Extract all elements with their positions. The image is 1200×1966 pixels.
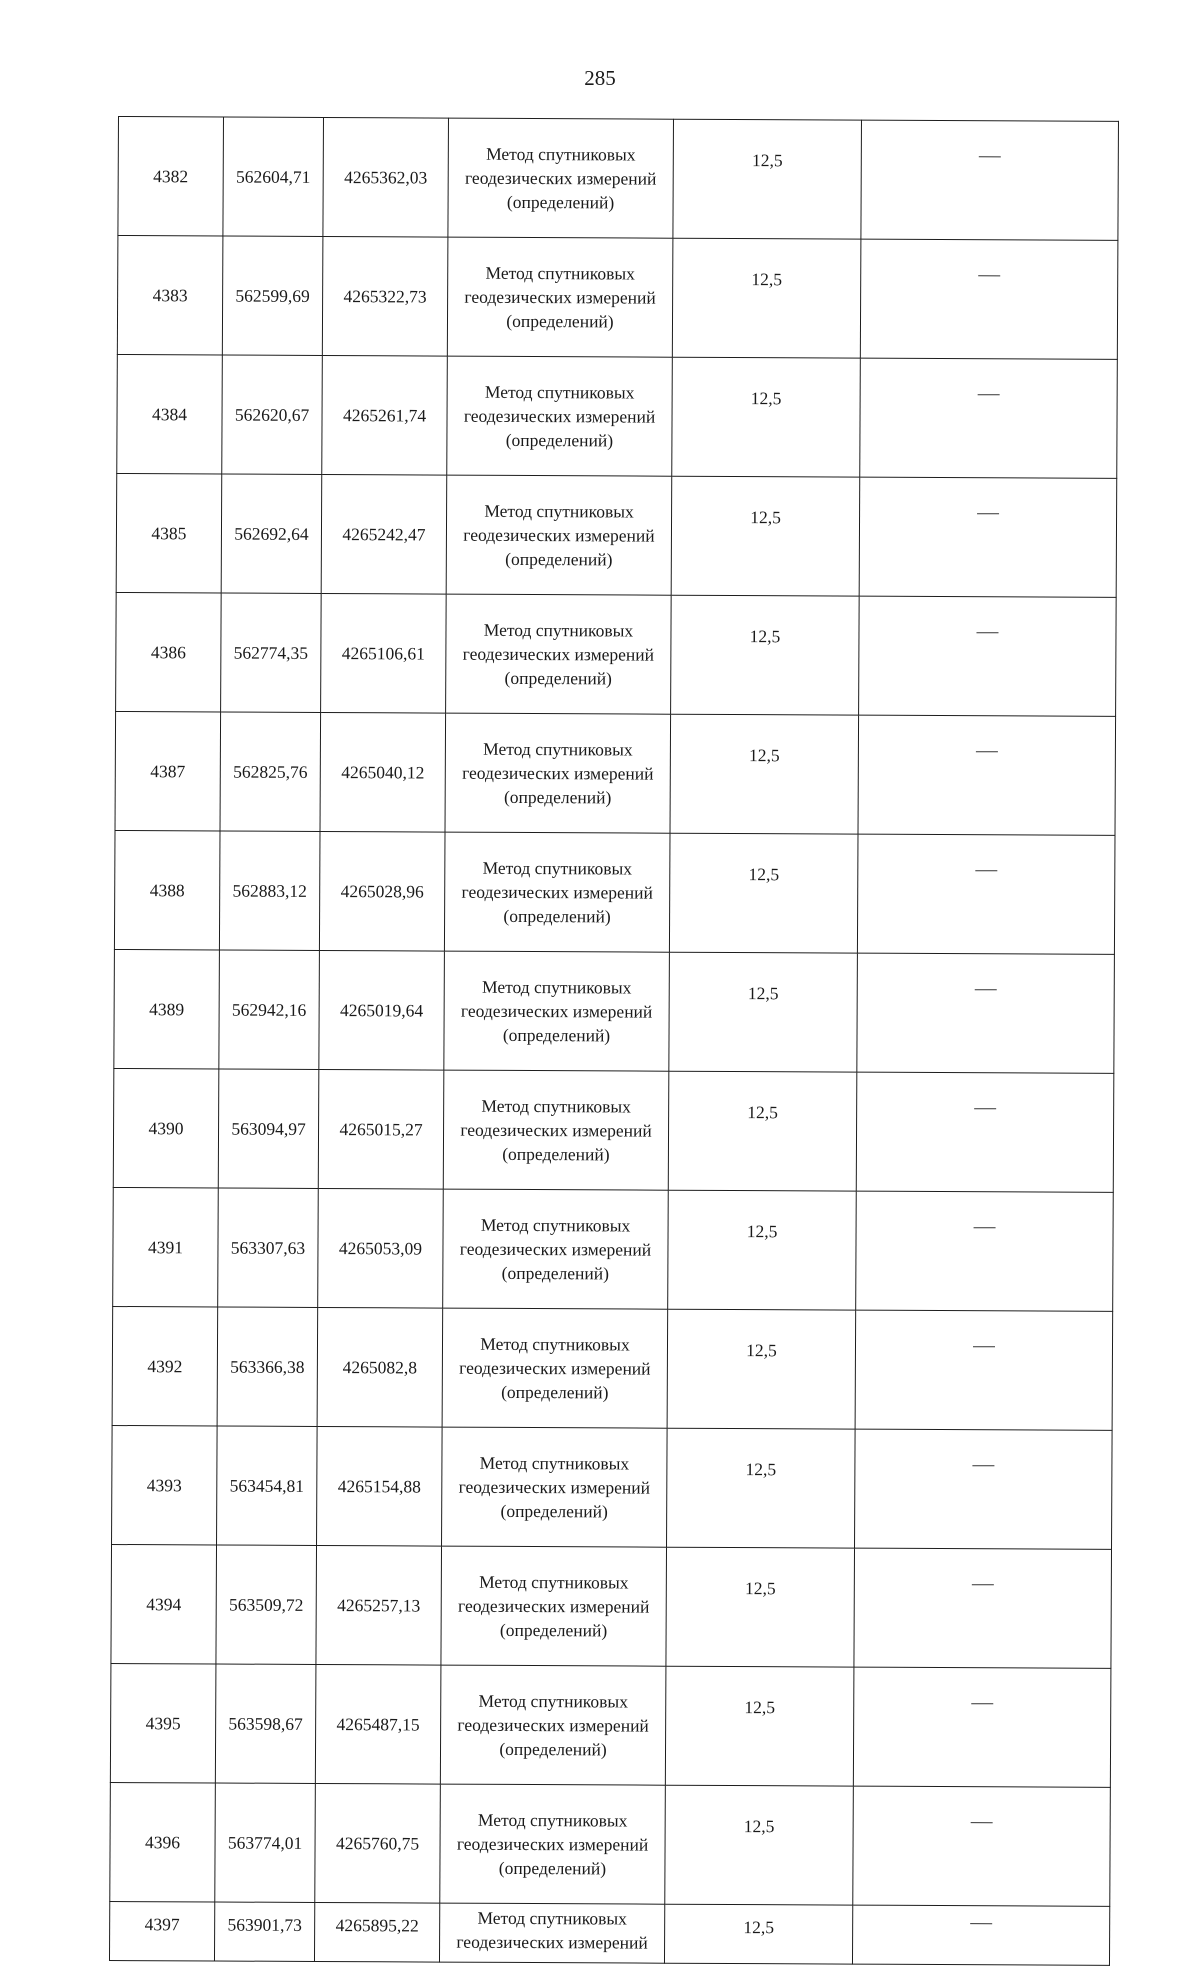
dash-mark [975, 990, 997, 991]
method-line: геодезических измерений [457, 1595, 650, 1617]
method-line: Метод спутниковых [480, 1214, 631, 1236]
accuracy-cell: 12,5 [670, 714, 859, 834]
y-coordinate-cell: 4265106,61 [321, 593, 447, 713]
dash-mark [971, 1704, 993, 1705]
method-line: (определений) [503, 786, 612, 808]
accuracy-cell: 12,5 [668, 1071, 857, 1191]
table-row [113, 1187, 1114, 1311]
table-row [115, 711, 1116, 835]
table-row [117, 354, 1118, 478]
accuracy-cell: 12,5 [671, 595, 860, 715]
table-row [118, 117, 1119, 241]
dash-mark [976, 633, 998, 634]
y-coordinate-cell: 4265019,64 [319, 950, 445, 1070]
dash-mark [973, 1347, 995, 1348]
description-cell [855, 1310, 1113, 1430]
description-cell [853, 1786, 1111, 1906]
method-line: геодезических измерений [464, 167, 657, 189]
accuracy-cell: 12,5 [667, 1428, 856, 1548]
dash-mark [979, 157, 1001, 158]
method-cell [442, 1308, 668, 1428]
y-coordinate-cell: 4265362,03 [323, 118, 449, 238]
accuracy-cell: 12,5 [672, 357, 861, 477]
accuracy-cell: 12,5 [671, 476, 860, 596]
point-number-cell: 4388 [114, 830, 220, 950]
method-cell [439, 1903, 664, 1963]
method-line: Метод спутниковых [479, 1452, 630, 1474]
dash-mark [977, 514, 999, 515]
table-row [116, 592, 1117, 716]
y-coordinate-cell: 4265261,74 [322, 356, 448, 476]
table-row [113, 1068, 1114, 1192]
table-row [112, 1425, 1113, 1549]
y-coordinate-cell: 4265242,47 [321, 475, 447, 595]
method-cell [442, 1427, 668, 1547]
point-number-cell: 4382 [118, 117, 224, 237]
dash-mark [978, 395, 1000, 396]
method-line: (определений) [501, 1262, 610, 1284]
description-cell [858, 715, 1116, 835]
method-line: (определений) [500, 1500, 608, 1522]
method-line: (определений) [506, 310, 614, 332]
method-line: Метод спутниковых [485, 262, 636, 284]
method-line: геодезических измерений [460, 1000, 653, 1022]
accuracy-cell: 12,5 [668, 1190, 857, 1310]
y-coordinate-cell: 4265760,75 [315, 1783, 441, 1903]
method-cell [444, 951, 670, 1071]
y-coordinate-cell: 4265040,12 [320, 712, 446, 832]
point-number-cell: 4383 [117, 236, 223, 356]
method-line: геодезических измерений [459, 1238, 652, 1260]
method-line: геодезических измерений [464, 286, 656, 308]
point-number-cell: 4385 [116, 473, 222, 593]
point-number-cell: 4396 [110, 1782, 216, 1902]
x-coordinate-cell: 562883,12 [219, 831, 320, 950]
table-row [114, 830, 1115, 954]
accuracy-cell: 12,5 [669, 952, 858, 1072]
point-number-cell: 4394 [111, 1544, 217, 1664]
dash-mark [972, 1585, 994, 1586]
x-coordinate-cell: 562620,67 [222, 355, 323, 474]
dash-mark [970, 1924, 992, 1925]
point-number-cell: 4386 [116, 592, 222, 712]
method-line: Метод спутниковых [481, 1095, 631, 1117]
x-coordinate-cell: 563094,97 [218, 1069, 319, 1188]
description-cell [852, 1905, 1109, 1965]
method-line: (определений) [499, 1619, 608, 1641]
method-cell [448, 118, 674, 238]
method-cell [443, 1070, 669, 1190]
method-line: (определений) [502, 1143, 610, 1165]
point-number-cell: 4387 [115, 711, 221, 831]
point-number-cell: 4393 [112, 1425, 218, 1545]
y-coordinate-cell: 4265053,09 [318, 1188, 444, 1308]
point-number-cell: 4395 [110, 1663, 216, 1783]
dash-mark [971, 1823, 993, 1824]
description-cell [859, 596, 1117, 716]
method-cell [446, 475, 672, 595]
method-line: Метод спутниковых [483, 738, 633, 760]
x-coordinate-cell: 562942,16 [219, 950, 320, 1069]
method-cell [440, 1665, 666, 1785]
x-coordinate-cell: 563366,38 [217, 1307, 318, 1426]
method-cell [441, 1546, 667, 1666]
description-cell [857, 953, 1115, 1073]
y-coordinate-cell: 4265895,22 [314, 1902, 439, 1962]
description-cell [856, 1191, 1114, 1311]
x-coordinate-cell: 562604,71 [223, 117, 324, 236]
method-line: (определений) [506, 191, 615, 213]
description-cell [857, 834, 1115, 954]
method-line: геодезических измерений [461, 881, 653, 903]
accuracy-cell: 12,5 [673, 119, 862, 239]
point-number-cell: 4397 [109, 1901, 214, 1961]
method-line: (определений) [503, 905, 611, 927]
method-line: (определений) [505, 548, 613, 570]
x-coordinate-cell: 563901,73 [214, 1902, 314, 1961]
y-coordinate-cell: 4265015,27 [318, 1069, 444, 1189]
description-cell [856, 1072, 1114, 1192]
table-row [116, 473, 1117, 597]
x-coordinate-cell: 563774,01 [215, 1783, 316, 1902]
coordinates-table-container [109, 116, 1118, 1966]
description-cell [860, 239, 1118, 359]
method-line: (определений) [499, 1738, 607, 1760]
x-coordinate-cell: 563454,81 [217, 1426, 318, 1545]
table-row [109, 1901, 1109, 1965]
method-cell [447, 356, 673, 476]
description-cell [855, 1429, 1113, 1549]
page-number: 285 [584, 66, 616, 90]
x-coordinate-cell: 562692,64 [221, 474, 322, 593]
y-coordinate-cell: 4265322,73 [322, 237, 448, 357]
accuracy-cell: 12,5 [667, 1309, 856, 1429]
method-line: геодезических измерений [459, 1357, 651, 1379]
y-coordinate-cell: 4265028,96 [319, 831, 445, 951]
method-cell [446, 594, 672, 714]
table-body [109, 117, 1118, 1966]
x-coordinate-cell: 562774,35 [221, 593, 322, 712]
accuracy-cell: 12,5 [669, 833, 858, 953]
point-number-cell: 4391 [113, 1187, 219, 1307]
accuracy-cell: 12,5 [666, 1547, 855, 1667]
method-line: Метод спутниковых [479, 1571, 629, 1593]
method-cell [447, 237, 673, 357]
dash-mark [975, 871, 997, 872]
method-line: геодезических измерений [462, 643, 655, 665]
method-line: геодезических измерений [463, 524, 655, 546]
dash-mark [974, 1228, 996, 1229]
method-line: (определений) [505, 429, 614, 451]
method-line: геодезических измерений [460, 1119, 652, 1141]
point-number-cell: 4390 [113, 1068, 219, 1188]
point-number-cell: 4389 [114, 949, 220, 1069]
description-cell [859, 477, 1117, 597]
y-coordinate-cell: 4265154,88 [317, 1426, 443, 1546]
method-line: Метод спутниковых [482, 857, 633, 879]
x-coordinate-cell: 562825,76 [220, 712, 321, 831]
method-line: геодезических измерений [462, 762, 654, 784]
table-row [112, 1306, 1113, 1430]
method-line: геодезических измерений [463, 405, 656, 427]
accuracy-cell: 12,5 [664, 1904, 852, 1964]
method-line: (определений) [504, 667, 612, 689]
method-line: Метод спутниковых [477, 1809, 628, 1831]
method-line: геодезических измерений [456, 1931, 648, 1953]
method-line: (определений) [498, 1857, 607, 1879]
y-coordinate-cell: 4265487,15 [315, 1664, 441, 1784]
accuracy-cell: 12,5 [665, 1666, 854, 1786]
point-number-cell: 4392 [112, 1306, 218, 1426]
method-line: Метод спутниковых [477, 1907, 627, 1929]
method-line: Метод спутниковых [486, 143, 636, 165]
table-row [117, 236, 1118, 360]
x-coordinate-cell: 563509,72 [216, 1545, 317, 1664]
point-number-cell: 4384 [117, 354, 223, 474]
method-cell [440, 1784, 666, 1904]
method-cell [443, 1189, 669, 1309]
description-cell [854, 1548, 1112, 1668]
method-line: (определений) [502, 1024, 611, 1046]
dash-mark [976, 752, 998, 753]
method-line: Метод спутниковых [484, 500, 634, 522]
table-row [111, 1544, 1112, 1668]
description-cell [861, 120, 1119, 240]
method-line: геодезических измерений [457, 1714, 649, 1736]
method-line: Метод спутниковых [481, 976, 632, 998]
method-line: геодезических измерений [456, 1833, 649, 1855]
table-row [114, 949, 1115, 1073]
y-coordinate-cell: 4265257,13 [316, 1545, 442, 1665]
description-cell [860, 358, 1118, 478]
dash-mark [974, 1109, 996, 1110]
table-row [110, 1663, 1111, 1787]
description-cell [853, 1667, 1111, 1787]
method-line: Метод спутниковых [484, 381, 635, 403]
dash-mark [972, 1466, 994, 1467]
method-cell [444, 832, 670, 952]
table-row [110, 1782, 1111, 1906]
coordinates-table [109, 116, 1119, 1966]
method-line: геодезических измерений [458, 1476, 651, 1498]
x-coordinate-cell: 562599,69 [222, 236, 323, 355]
x-coordinate-cell: 563307,63 [218, 1188, 319, 1307]
method-cell [445, 713, 671, 833]
dash-mark [978, 276, 1000, 277]
accuracy-cell: 12,5 [665, 1785, 854, 1905]
x-coordinate-cell: 563598,67 [215, 1664, 316, 1783]
method-line: Метод спутниковых [480, 1333, 630, 1355]
method-line: (определений) [501, 1381, 609, 1403]
accuracy-cell: 12,5 [672, 238, 861, 358]
method-line: Метод спутниковых [483, 619, 634, 641]
method-line: Метод спутниковых [478, 1690, 629, 1712]
y-coordinate-cell: 4265082,8 [317, 1307, 443, 1427]
